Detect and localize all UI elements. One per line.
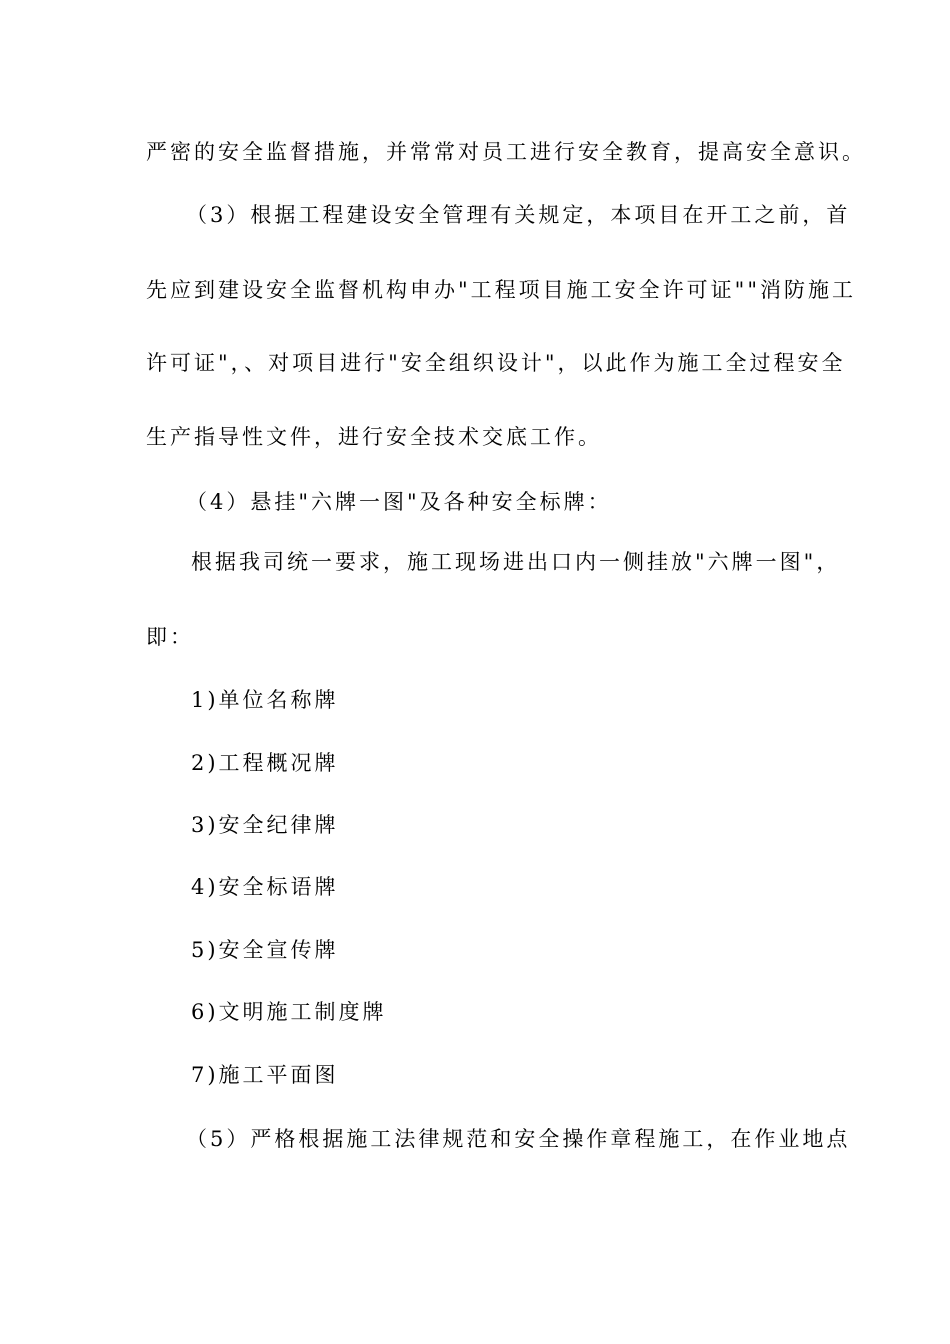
list-item: 7)施工平面图 [191,1063,339,1087]
list-item: 5)安全宣传牌 [191,938,339,962]
paragraph-line: 严密的安全监督措施，并常常对员工进行安全教育，提高安全意识。 [146,140,866,164]
list-item: 2)工程概况牌 [191,751,339,775]
list-item: 4)安全标语牌 [191,875,339,899]
paragraph-line: （4）悬挂"六牌一图"及各种安全标牌： [186,490,612,514]
list-item: 6)文明施工制度牌 [191,1000,387,1024]
list-item: 3)安全纪律牌 [191,813,339,837]
list-item: 1)单位名称牌 [191,688,339,712]
paragraph-line: 即： [146,625,194,649]
paragraph-line: 生产指导性文件，进行安全技术交底工作。 [146,425,602,449]
paragraph-line: 根据我司统一要求，施工现场进出口内一侧挂放"六牌一图"， [191,550,841,574]
paragraph-line: 许可证"，、对项目进行"安全组织设计"，以此作为施工全过程安全 [146,351,846,375]
paragraph-line: 先应到建设安全监督机构申办"工程项目施工安全许可证""消防施工 [146,278,856,302]
paragraph-line: （3）根据工程建设安全管理有关规定，本项目在开工之前，首 [186,203,851,227]
paragraph-line: （5）严格根据施工法律规范和安全操作章程施工，在作业地点 [186,1127,851,1151]
